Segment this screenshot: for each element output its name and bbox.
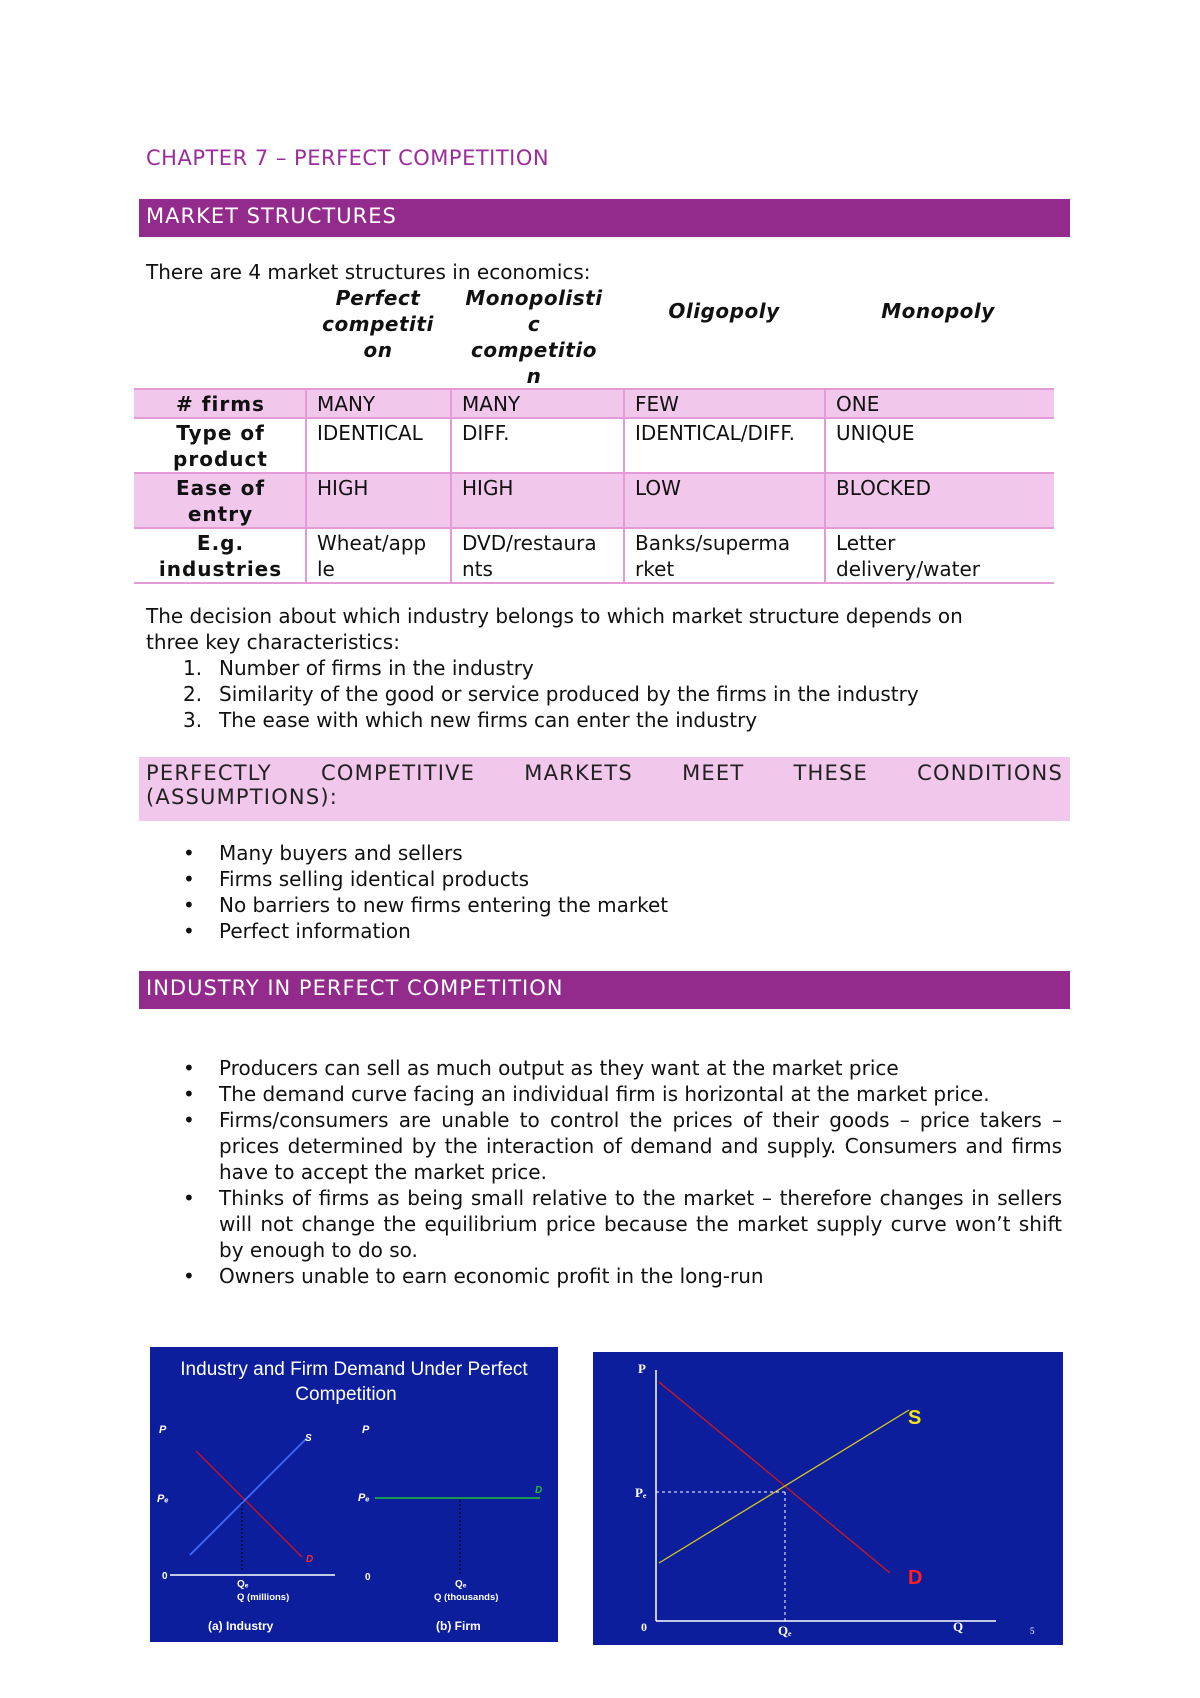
panel-b-caption: (b) Firm: [436, 1619, 481, 1633]
paragraph-line: three key characteristics:: [146, 630, 400, 654]
panel-a-q-label: Q (millions): [237, 1592, 290, 1603]
table-row: [134, 389, 1054, 418]
list-item: • Perfect information: [183, 919, 411, 943]
table-cell: FEW: [624, 389, 825, 418]
list-item: • Thinks of firms as being small relative to the market – therefore changes in sellers will not change the equilibrium price because the market supply curve won’t shift by enough to do so.: [183, 1186, 1062, 1262]
panel-a-d-label: D: [306, 1554, 314, 1565]
panel-b-pe-label: Pₑ: [358, 1492, 370, 1504]
table-cell: MANY: [306, 389, 451, 418]
decision-paragraph: [146, 603, 1062, 655]
col-head-line: Monopolisti: [465, 286, 603, 310]
col-head-oligopoly: Oligopoly: [668, 299, 780, 323]
list-item: • Many buyers and sellers: [183, 841, 463, 865]
figure2-d-label: D: [908, 1567, 923, 1589]
table-cell: UNIQUE: [825, 418, 1054, 473]
figure2-p-axis: P: [638, 1361, 646, 1376]
figure2-q-axis: Q: [953, 1619, 964, 1634]
table-cell: MANY: [451, 389, 624, 418]
figure2-s-label: S: [908, 1407, 922, 1429]
figure2-origin: 0: [641, 1620, 647, 1634]
table-cell: IDENTICAL/DIFF.: [624, 418, 825, 473]
figure2-supply-curve: [659, 1410, 909, 1563]
table-cell: IDENTICAL: [306, 418, 451, 473]
list-item: • No barriers to new firms entering the market: [183, 893, 669, 917]
table-cell: DIFF.: [451, 418, 624, 473]
section-header-industry: INDUSTRY IN PERFECT COMPETITION: [139, 971, 1070, 1009]
conditions-header-line1: PERFECTLY COMPETITIVE MARKETS MEET THESE CONDITIONS: [146, 761, 1063, 785]
table-cell: DVD/restaura nts: [451, 528, 624, 583]
col-head-line: on: [363, 338, 393, 362]
list-item: • Firms/consumers are unable to control the prices of their goods – price takers – prices determined by the interaction of demand and supply. Consumers and firms have to accept the market price.: [183, 1108, 1062, 1184]
panel-a-supply-curve: [190, 1438, 307, 1555]
panel-b-p-axis: P: [362, 1424, 370, 1436]
characteristics-list: [146, 655, 1062, 733]
col-head-line: c: [527, 312, 541, 336]
col-head-line: n: [526, 364, 542, 388]
table-row: [134, 528, 1054, 583]
figure1-title-1: Industry and Firm Demand Under Perfect: [180, 1359, 528, 1380]
col-head-line: competitio: [471, 338, 597, 362]
section-header-conditions: [139, 757, 1070, 821]
figure-market-equilibrium: [593, 1352, 1063, 1645]
row-header: Type of product: [134, 418, 306, 473]
list-item: • Firms selling identical products: [183, 867, 529, 891]
chapter-title: CHAPTER 7 – PERFECT COMPETITION: [146, 146, 550, 170]
col-head-monopolistic-competition: [453, 285, 615, 389]
list-item: • Owners unable to earn economic profit in the long-run: [183, 1264, 764, 1288]
list-item: 3. The ease with which new firms can enter the industry: [183, 708, 758, 732]
panel-b-qe-label: Qₑ: [455, 1579, 467, 1590]
figure1-svg: [150, 1347, 558, 1642]
panel-a-caption: (a) Industry: [208, 1619, 274, 1633]
panel-b-origin: 0: [365, 1572, 371, 1583]
section-header-market-structures: MARKET STRUCTURES: [139, 199, 1070, 237]
row-header: E.g. industries: [134, 528, 306, 583]
paragraph-line: The decision about which industry belongs to which market structure depends on: [146, 604, 963, 628]
table-row: [134, 418, 1054, 473]
table-cell: HIGH: [451, 473, 624, 528]
row-header: Ease of entry: [134, 473, 306, 528]
col-head-monopoly: Monopoly: [881, 299, 995, 323]
panel-b-d-label: D: [535, 1485, 543, 1496]
list-item: 2. Similarity of the good or service produced by the firms in the industry: [183, 682, 919, 706]
intro-text: There are 4 market structures in economics:: [146, 260, 591, 284]
list-item: 1. Number of firms in the industry: [183, 656, 534, 680]
row-header: # firms: [134, 389, 306, 418]
panel-a-pe-label: Pₑ: [157, 1493, 169, 1505]
figure2-slide-number: 5: [1030, 1626, 1035, 1636]
table-row: [134, 473, 1054, 528]
col-head-line: competiti: [322, 312, 434, 336]
figure2-svg: [593, 1352, 1063, 1645]
table-cell: BLOCKED: [825, 473, 1054, 528]
figure2-qe-label: Qₑ: [778, 1623, 792, 1638]
table-cell: Letter delivery/water: [825, 528, 1054, 583]
table-cell: LOW: [624, 473, 825, 528]
figure1-title-2: Competition: [295, 1384, 397, 1405]
col-head-line: Perfect: [335, 286, 421, 310]
table-cell: HIGH: [306, 473, 451, 528]
assumptions-list: [146, 840, 1062, 944]
list-item: • Producers can sell as much output as they want at the market price: [183, 1056, 899, 1080]
conditions-header-line2: (ASSUMPTIONS):: [146, 785, 339, 809]
table-cell: Wheat/app le: [306, 528, 451, 583]
list-item: • The demand curve facing an individual firm is horizontal at the market price.: [183, 1082, 990, 1106]
panel-a-demand-curve: [196, 1451, 302, 1557]
panel-a-s-label: S: [305, 1433, 312, 1444]
panel-a-qe-label: Qₑ: [237, 1579, 249, 1590]
panel-a-p-axis: P: [159, 1424, 167, 1436]
panel-a-origin: 0: [162, 1571, 168, 1582]
panel-b-q-label: Q (thousands): [434, 1592, 499, 1603]
col-head-perfect-competition: [308, 285, 448, 363]
table-cell: Banks/superma rket: [624, 528, 825, 583]
industry-list: [146, 1055, 1062, 1289]
figure-industry-firm-demand: [150, 1347, 558, 1642]
figure2-pe-label: Pₑ: [635, 1485, 647, 1500]
market-structures-table: [134, 388, 1054, 584]
table-cell: ONE: [825, 389, 1054, 418]
figure2-demand-curve: [659, 1382, 890, 1573]
